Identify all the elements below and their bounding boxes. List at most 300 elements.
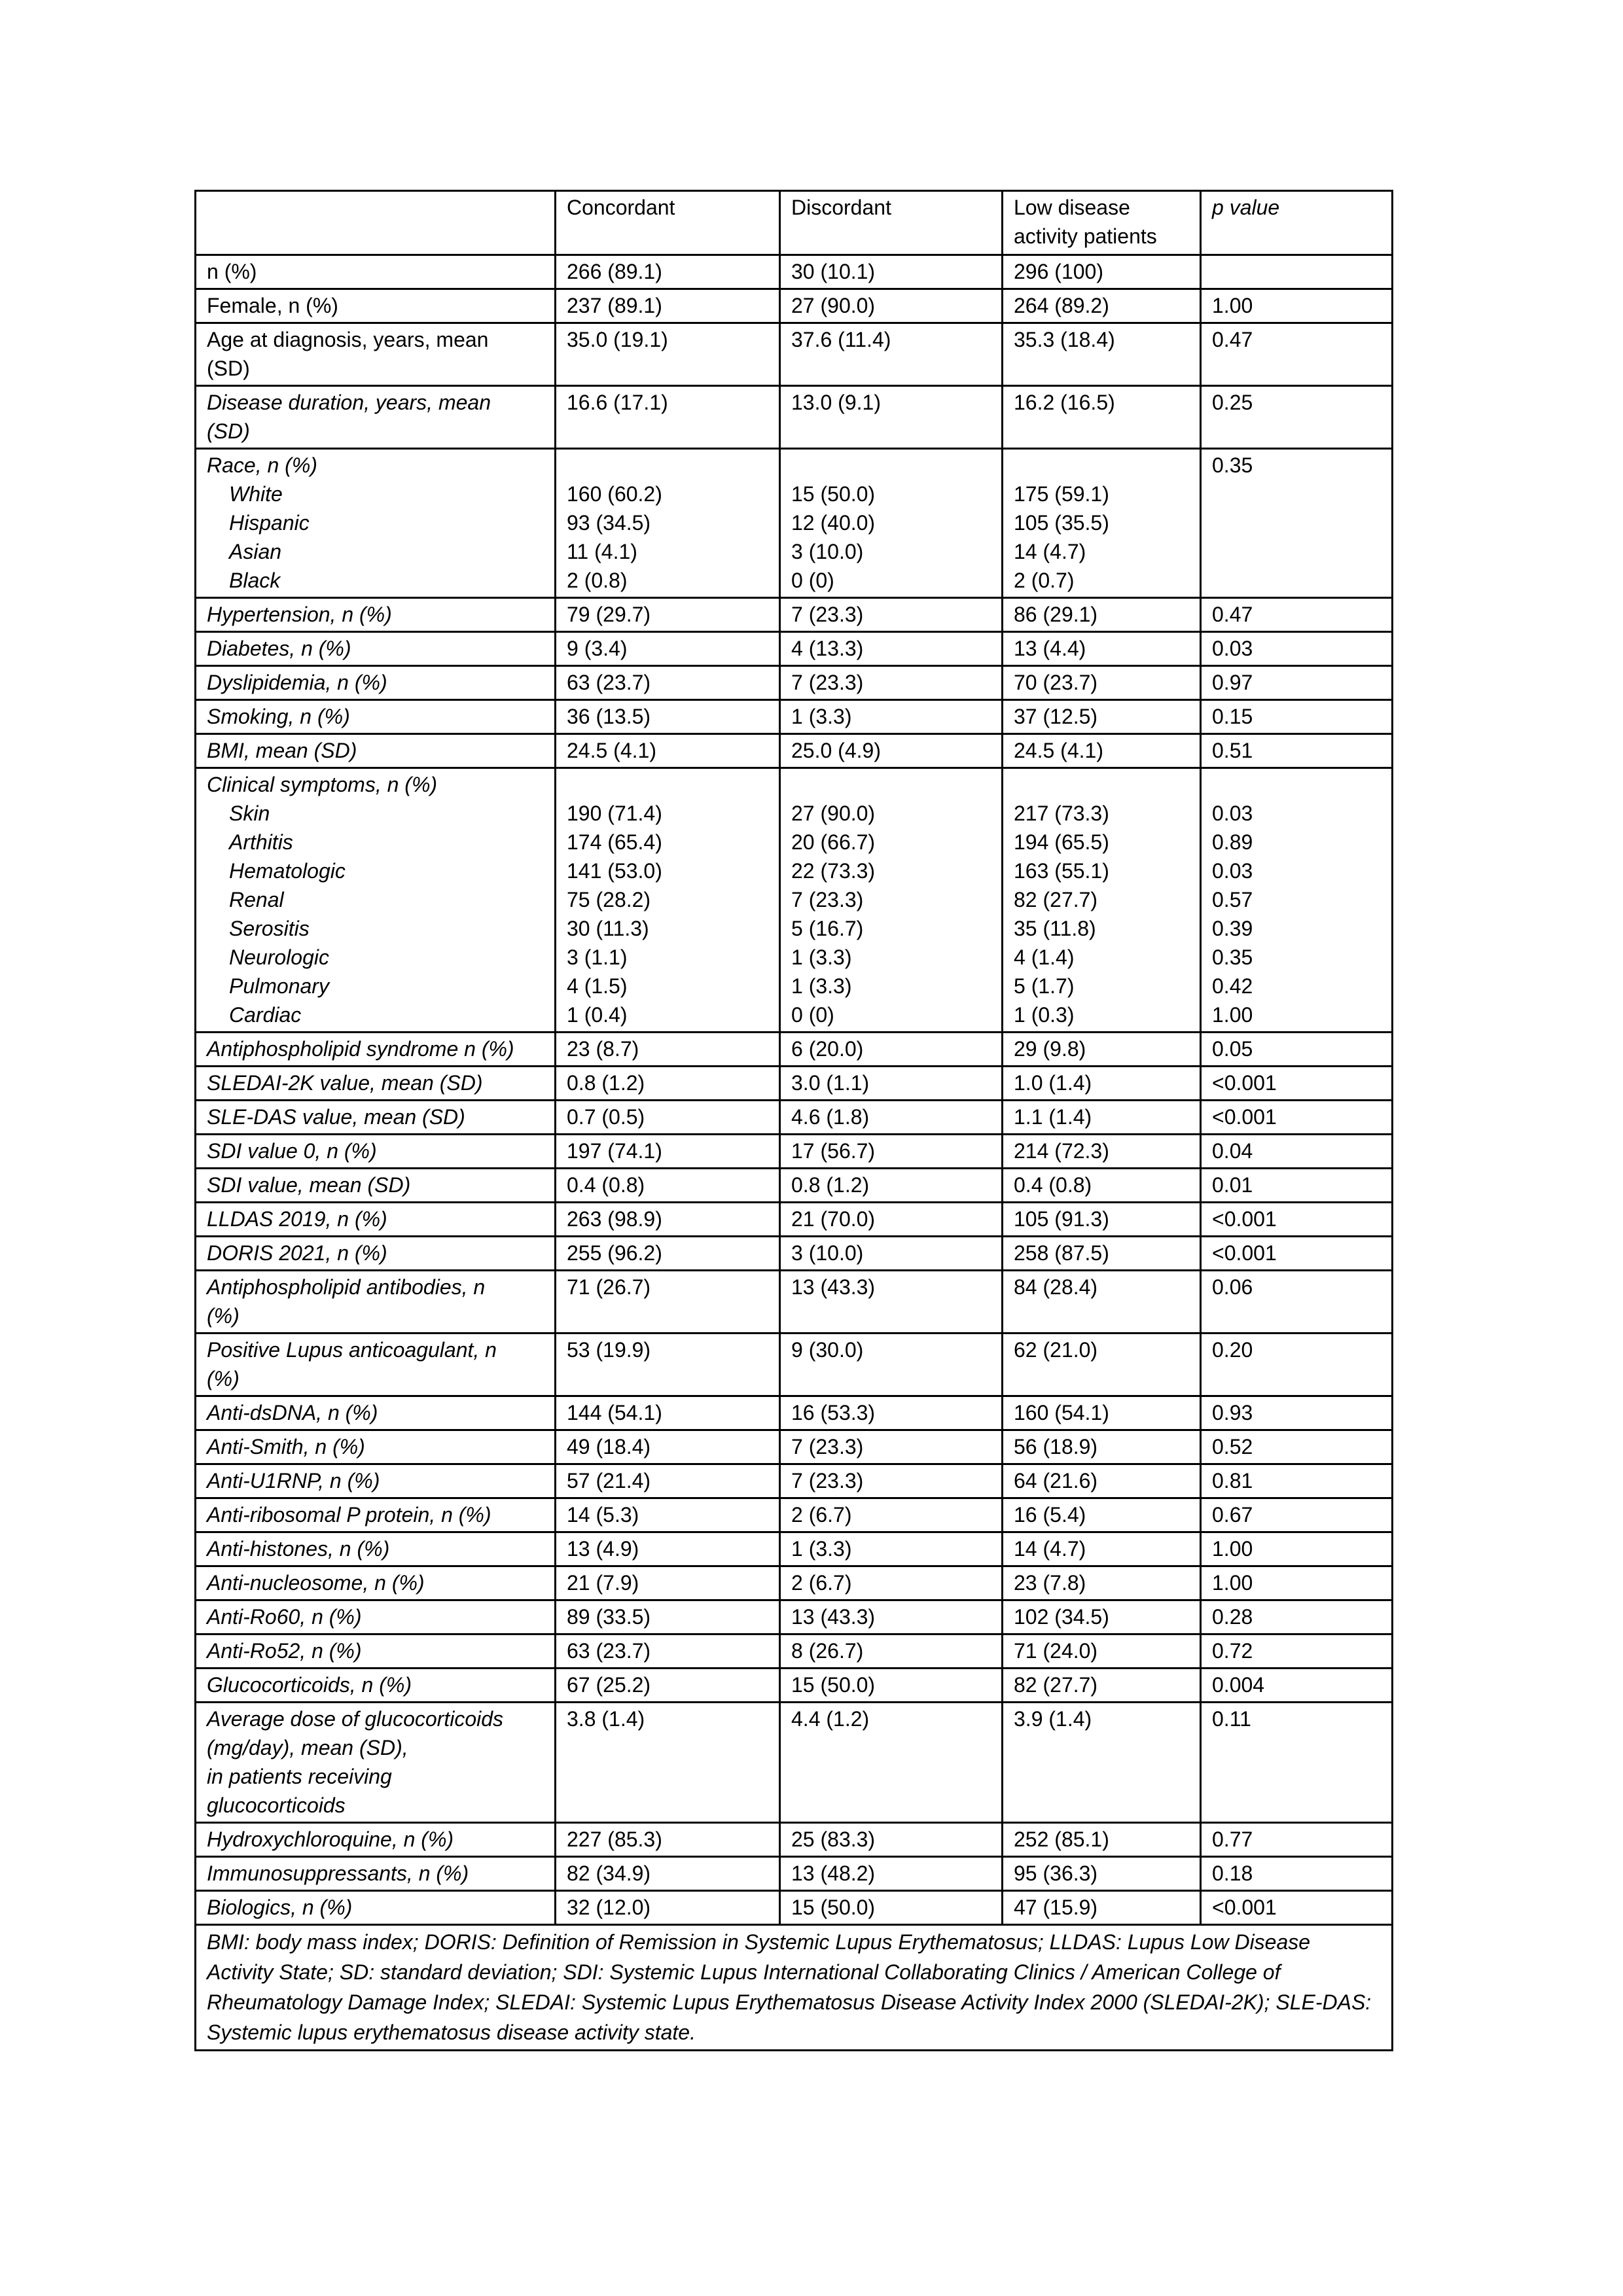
- cell-line: 252 (85.1): [1014, 1828, 1109, 1851]
- value-cell-concordant: [556, 1464, 780, 1498]
- cell-line: [1014, 451, 1189, 480]
- value-cell-p: [1201, 289, 1393, 323]
- value-cell-discordant: [780, 323, 1003, 386]
- value-cell-low-disease: [1003, 1333, 1201, 1396]
- value-cell-concordant: [556, 632, 780, 666]
- cell-line: 0.03: [1212, 802, 1253, 825]
- cell-line: 13.0 (9.1): [791, 391, 881, 414]
- table-row: [196, 1333, 1393, 1396]
- cell-line: 1 (3.3): [791, 974, 852, 998]
- cell-line: 14 (4.7): [1014, 1537, 1086, 1561]
- cell-line: Disease duration, years, mean: [207, 391, 491, 414]
- value-cell-p: [1201, 449, 1393, 598]
- cell-line: 3 (10.0): [791, 540, 864, 563]
- value-cell-p: [1201, 386, 1393, 449]
- cell-line: 4 (1.4): [1014, 945, 1075, 969]
- cell-line: 0.03: [1212, 637, 1253, 660]
- cell-line: 194 (65.5): [1014, 830, 1109, 854]
- value-cell-discordant: [780, 1823, 1003, 1857]
- cell-line: 63 (23.7): [567, 1639, 651, 1663]
- value-cell-discordant: [780, 289, 1003, 323]
- value-cell-low-disease: [1003, 386, 1201, 449]
- cell-line: 5 (1.7): [1014, 974, 1075, 998]
- table-footnote: BMI: body mass index; DORIS: Definition of Remission in Systemic Lupus Erythematosus; LLDAS: Lupus Low Disease Activity State; SD: standard deviation; SDI: Systemic Lupus International Collaborating Clinics / American College of Rheumatology Damage Index; SLEDAI: Systemic Lupus Erythematosus Disease Activity Index 2000 (SLEDAI-2K); SLE-DAS: Systemic lupus erythematosus disease activity state.: [196, 1925, 1393, 2051]
- cell-line: 0.03: [1212, 859, 1253, 883]
- cell-line: BMI, mean (SD): [207, 739, 357, 762]
- row-label-cell: [196, 734, 556, 768]
- value-cell-p: [1201, 598, 1393, 632]
- patient-characteristics-table: [194, 190, 1393, 2051]
- cell-line: glucocorticoids: [207, 1793, 346, 1817]
- cell-line: [791, 770, 991, 799]
- row-label-cell: [196, 666, 556, 700]
- value-cell-low-disease: [1003, 1498, 1201, 1532]
- value-cell-p: [1201, 1703, 1393, 1823]
- value-cell-concordant: [556, 768, 780, 1033]
- cell-line: 0.01: [1212, 1173, 1253, 1197]
- cell-line: 22 (73.3): [791, 859, 876, 883]
- cell-line: 8 (26.7): [791, 1639, 864, 1663]
- row-label-cell: [196, 1823, 556, 1857]
- cell-line: 4 (13.3): [791, 637, 864, 660]
- cell-line: 0.89: [1212, 830, 1253, 854]
- cell-line: SLE-DAS value, mean (SD): [207, 1105, 465, 1129]
- cell-line: 12 (40.0): [791, 511, 876, 535]
- cell-line: 1.00: [1212, 294, 1253, 317]
- cell-line: 1.00: [1212, 1537, 1253, 1561]
- cell-line: Neurologic: [229, 945, 329, 969]
- value-cell-discordant: [780, 449, 1003, 598]
- value-cell-discordant: [780, 1169, 1003, 1203]
- cell-line: 0.42: [1212, 974, 1253, 998]
- cell-line: 105 (35.5): [1014, 511, 1109, 535]
- cell-line: Clinical symptoms, n (%): [207, 773, 438, 796]
- cell-line: [1212, 508, 1381, 537]
- row-label-cell: [196, 255, 556, 289]
- cell-line: 27 (90.0): [791, 802, 876, 825]
- cell-line: 9 (3.4): [567, 637, 628, 660]
- value-cell-concordant: [556, 1703, 780, 1823]
- value-cell-concordant: [556, 1532, 780, 1566]
- value-cell-concordant: [556, 1857, 780, 1891]
- cell-line: Smoking, n (%): [207, 705, 350, 728]
- cell-line: 144 (54.1): [567, 1401, 662, 1424]
- cell-line: 13 (43.3): [791, 1275, 876, 1299]
- cell-line: 0.15: [1212, 705, 1253, 728]
- value-cell-low-disease: [1003, 1891, 1201, 1925]
- cell-line: 3.8 (1.4): [567, 1707, 645, 1731]
- value-cell-p: [1201, 734, 1393, 768]
- cell-line: (SD): [207, 419, 250, 443]
- value-cell-p: [1201, 323, 1393, 386]
- cell-line: [1212, 770, 1381, 799]
- cell-line: 13 (4.4): [1014, 637, 1086, 660]
- table-row: [196, 1498, 1393, 1532]
- row-label-cell: [196, 1703, 556, 1823]
- cell-line: 0.47: [1212, 328, 1253, 351]
- cell-line: 227 (85.3): [567, 1828, 662, 1851]
- cell-line: [1212, 537, 1381, 566]
- cell-line: 2 (6.7): [791, 1571, 852, 1595]
- cell-line: 25.0 (4.9): [791, 739, 881, 762]
- cell-line: 14 (5.3): [567, 1503, 639, 1527]
- table-row: [196, 1823, 1393, 1857]
- cell-line: White: [229, 482, 283, 506]
- row-label-cell: [196, 1203, 556, 1237]
- value-cell-discordant: [780, 1669, 1003, 1703]
- value-cell-concordant: [556, 1430, 780, 1464]
- table-row: [196, 768, 1393, 1033]
- cell-line: 0.05: [1212, 1037, 1253, 1061]
- row-label-cell: [196, 323, 556, 386]
- value-cell-concordant: [556, 1669, 780, 1703]
- cell-line: (mg/day), mean (SD),: [207, 1736, 408, 1759]
- cell-line: 71 (24.0): [1014, 1639, 1098, 1663]
- cell-line: Glucocorticoids, n (%): [207, 1673, 412, 1697]
- cell-line: 36 (13.5): [567, 705, 651, 728]
- table-row: [196, 1033, 1393, 1067]
- value-cell-low-disease: [1003, 1271, 1201, 1333]
- cell-line: 0.77: [1212, 1828, 1253, 1851]
- cell-line: 15 (50.0): [791, 1896, 876, 1919]
- value-cell-low-disease: [1003, 1634, 1201, 1669]
- cell-line: 16 (53.3): [791, 1401, 876, 1424]
- value-cell-discordant: [780, 1703, 1003, 1823]
- value-cell-concordant: [556, 1600, 780, 1634]
- cell-line: 1.00: [1212, 1571, 1253, 1595]
- cell-line: 82 (27.7): [1014, 1673, 1098, 1697]
- table-row: [196, 1891, 1393, 1925]
- value-cell-discordant: [780, 386, 1003, 449]
- value-cell-concordant: [556, 1891, 780, 1925]
- row-label-cell: [196, 1891, 556, 1925]
- cell-line: 0.35: [1212, 453, 1253, 477]
- header-concordant: [556, 191, 780, 255]
- cell-line: 0 (0): [791, 1003, 834, 1027]
- cell-line: Skin: [229, 802, 270, 825]
- cell-line: 35.3 (18.4): [1014, 328, 1115, 351]
- value-cell-discordant: [780, 1464, 1003, 1498]
- cell-line: <0.001: [1212, 1207, 1277, 1231]
- cell-line: 57 (21.4): [567, 1469, 651, 1492]
- cell-line: 255 (96.2): [567, 1241, 662, 1265]
- cell-line: 7 (23.3): [791, 888, 864, 911]
- value-cell-discordant: [780, 1566, 1003, 1600]
- cell-line: 93 (34.5): [567, 511, 651, 535]
- cell-line: 63 (23.7): [567, 671, 651, 694]
- cell-line: 56 (18.9): [1014, 1435, 1098, 1458]
- row-label-cell: [196, 768, 556, 1033]
- cell-line: 62 (21.0): [1014, 1338, 1098, 1362]
- cell-line: 32 (12.0): [567, 1896, 651, 1919]
- table-row: [196, 1634, 1393, 1669]
- cell-line: Antiphospholipid antibodies, n: [207, 1275, 486, 1299]
- cell-line: 0.8 (1.2): [567, 1071, 645, 1095]
- cell-line: 47 (15.9): [1014, 1896, 1098, 1919]
- cell-line: Serositis: [229, 917, 310, 940]
- table-row: [196, 1532, 1393, 1566]
- cell-line: 11 (4.1): [567, 540, 637, 563]
- cell-line: (SD): [207, 357, 250, 380]
- cell-line: 70 (23.7): [1014, 671, 1098, 694]
- cell-line: n (%): [207, 260, 257, 283]
- value-cell-low-disease: [1003, 255, 1201, 289]
- value-cell-concordant: [556, 1101, 780, 1135]
- cell-line: [567, 770, 768, 799]
- value-cell-low-disease: [1003, 1101, 1201, 1135]
- cell-line: 2 (0.7): [1014, 569, 1075, 592]
- cell-line: Anti-histones, n (%): [207, 1537, 390, 1561]
- cell-line: 197 (74.1): [567, 1139, 662, 1163]
- value-cell-discordant: [780, 1600, 1003, 1634]
- cell-line: 3 (10.0): [791, 1241, 864, 1265]
- table-row: [196, 1237, 1393, 1271]
- value-cell-low-disease: [1003, 768, 1201, 1033]
- cell-line: in patients receiving: [207, 1765, 392, 1788]
- value-cell-p: [1201, 632, 1393, 666]
- cell-line: 13 (48.2): [791, 1862, 876, 1885]
- cell-line: 95 (36.3): [1014, 1862, 1098, 1885]
- cell-line: 160 (54.1): [1014, 1401, 1109, 1424]
- value-cell-p: [1201, 1857, 1393, 1891]
- value-cell-p: [1201, 700, 1393, 734]
- table-row: [196, 449, 1393, 598]
- cell-line: 0.7 (0.5): [567, 1105, 645, 1129]
- cell-line: [1212, 566, 1381, 595]
- cell-line: 29 (9.8): [1014, 1037, 1086, 1061]
- cell-line: Age at diagnosis, years, mean: [207, 328, 489, 351]
- cell-line: 0.004: [1212, 1673, 1265, 1697]
- cell-line: Race, n (%): [207, 453, 317, 477]
- cell-line: 16 (5.4): [1014, 1503, 1086, 1527]
- cell-line: Hydroxychloroquine, n (%): [207, 1828, 454, 1851]
- cell-line: 7 (23.3): [791, 603, 864, 626]
- value-cell-concordant: [556, 666, 780, 700]
- value-cell-p: [1201, 666, 1393, 700]
- value-cell-p: [1201, 1033, 1393, 1067]
- cell-line: 7 (23.3): [791, 671, 864, 694]
- cell-line: 1.1 (1.4): [1014, 1105, 1092, 1129]
- cell-line: 23 (8.7): [567, 1037, 639, 1061]
- value-cell-discordant: [780, 666, 1003, 700]
- value-cell-p: [1201, 1067, 1393, 1101]
- cell-line: Anti-Smith, n (%): [207, 1435, 365, 1458]
- value-cell-discordant: [780, 1271, 1003, 1333]
- cell-line: <0.001: [1212, 1105, 1277, 1129]
- cell-line: Hispanic: [229, 511, 310, 535]
- cell-line: 15 (50.0): [791, 1673, 876, 1697]
- cell-line: 0.47: [1212, 603, 1253, 626]
- table-row: [196, 323, 1393, 386]
- value-cell-low-disease: [1003, 1033, 1201, 1067]
- value-cell-concordant: [556, 1169, 780, 1203]
- cell-line: 9 (30.0): [791, 1338, 864, 1362]
- table-row: [196, 386, 1393, 449]
- table-row: [196, 1566, 1393, 1600]
- row-label-cell: [196, 1135, 556, 1169]
- cell-line: Black: [229, 569, 281, 592]
- cell-line: 1 (0.3): [1014, 1003, 1075, 1027]
- cell-line: 1.0 (1.4): [1014, 1071, 1092, 1095]
- value-cell-p: [1201, 1271, 1393, 1333]
- cell-line: 2 (0.8): [567, 569, 628, 592]
- value-cell-low-disease: [1003, 1464, 1201, 1498]
- cell-line: Asian: [229, 540, 282, 563]
- cell-line: Anti-dsDNA, n (%): [207, 1401, 378, 1424]
- table-row: [196, 1600, 1393, 1634]
- table-row: [196, 1669, 1393, 1703]
- cell-line: SLEDAI-2K value, mean (SD): [207, 1071, 483, 1095]
- value-cell-discordant: [780, 1430, 1003, 1464]
- cell-line: 0.06: [1212, 1275, 1253, 1299]
- cell-line: 0.52: [1212, 1435, 1253, 1458]
- value-cell-low-disease: [1003, 1566, 1201, 1600]
- cell-line: 190 (71.4): [567, 802, 662, 825]
- cell-line: 163 (55.1): [1014, 859, 1109, 883]
- header-concordant-label: Concordant: [567, 196, 675, 219]
- cell-line: 84 (28.4): [1014, 1275, 1098, 1299]
- row-label-cell: [196, 1498, 556, 1532]
- row-label-cell: [196, 1669, 556, 1703]
- header-discordant-label: Discordant: [791, 196, 891, 219]
- row-label-cell: [196, 1566, 556, 1600]
- cell-line: 263 (98.9): [567, 1207, 662, 1231]
- header-row: [196, 191, 1393, 255]
- row-label-cell: [196, 1634, 556, 1669]
- value-cell-low-disease: [1003, 598, 1201, 632]
- cell-line: 53 (19.9): [567, 1338, 651, 1362]
- value-cell-low-disease: [1003, 1430, 1201, 1464]
- cell-line: 13 (4.9): [567, 1537, 639, 1561]
- cell-line: 0.57: [1212, 888, 1253, 911]
- cell-line: 141 (53.0): [567, 859, 662, 883]
- cell-line: SDI value 0, n (%): [207, 1139, 377, 1163]
- cell-line: 23 (7.8): [1014, 1571, 1086, 1595]
- value-cell-p: [1201, 1430, 1393, 1464]
- cell-line: <0.001: [1212, 1071, 1277, 1095]
- cell-line: 67 (25.2): [567, 1673, 651, 1697]
- value-cell-p: [1201, 1135, 1393, 1169]
- cell-line: [567, 451, 768, 480]
- cell-line: <0.001: [1212, 1241, 1277, 1265]
- header-discordant: [780, 191, 1003, 255]
- value-cell-discordant: [780, 1634, 1003, 1669]
- cell-line: 5 (16.7): [791, 917, 864, 940]
- cell-line: 64 (21.6): [1014, 1469, 1098, 1492]
- value-cell-low-disease: [1003, 700, 1201, 734]
- cell-line: (%): [207, 1304, 240, 1328]
- cell-line: 0.67: [1212, 1503, 1253, 1527]
- value-cell-concordant: [556, 1396, 780, 1430]
- cell-line: 2 (6.7): [791, 1503, 852, 1527]
- cell-line: 82 (27.7): [1014, 888, 1098, 911]
- cell-line: Anti-Ro60, n (%): [207, 1605, 362, 1629]
- value-cell-p: [1201, 1600, 1393, 1634]
- cell-line: (%): [207, 1367, 240, 1390]
- cell-line: 175 (59.1): [1014, 482, 1109, 506]
- cell-line: 6 (20.0): [791, 1037, 864, 1061]
- value-cell-low-disease: [1003, 1203, 1201, 1237]
- cell-line: 0.4 (0.8): [567, 1173, 645, 1197]
- table-row: [196, 1703, 1393, 1823]
- header-low-disease: [1003, 191, 1201, 255]
- cell-line: 214 (72.3): [1014, 1139, 1109, 1163]
- value-cell-low-disease: [1003, 632, 1201, 666]
- row-label-cell: [196, 386, 556, 449]
- cell-line: [1212, 257, 1381, 286]
- table-row: [196, 1271, 1393, 1333]
- cell-line: 37 (12.5): [1014, 705, 1098, 728]
- cell-line: 0 (0): [791, 569, 834, 592]
- value-cell-discordant: [780, 1237, 1003, 1271]
- row-label-cell: [196, 1169, 556, 1203]
- cell-line: 264 (89.2): [1014, 294, 1109, 317]
- value-cell-discordant: [780, 1135, 1003, 1169]
- row-label-cell: [196, 1101, 556, 1135]
- cell-line: 258 (87.5): [1014, 1241, 1109, 1265]
- table-body: [196, 255, 1393, 1925]
- cell-line: 0.35: [1212, 945, 1253, 969]
- cell-line: Hematologic: [229, 859, 346, 883]
- row-label-cell: [196, 1430, 556, 1464]
- cell-line: 174 (65.4): [567, 830, 662, 854]
- value-cell-concordant: [556, 734, 780, 768]
- cell-line: Renal: [229, 888, 284, 911]
- cell-line: 0.25: [1212, 391, 1253, 414]
- value-cell-discordant: [780, 1498, 1003, 1532]
- cell-line: 102 (34.5): [1014, 1605, 1109, 1629]
- value-cell-discordant: [780, 1033, 1003, 1067]
- value-cell-p: [1201, 1669, 1393, 1703]
- row-label-cell: [196, 632, 556, 666]
- value-cell-p: [1201, 1169, 1393, 1203]
- table-row: [196, 255, 1393, 289]
- value-cell-discordant: [780, 1857, 1003, 1891]
- cell-line: 15 (50.0): [791, 482, 876, 506]
- value-cell-concordant: [556, 1033, 780, 1067]
- value-cell-low-disease: [1003, 1135, 1201, 1169]
- table-row: [196, 1396, 1393, 1430]
- cell-line: <0.001: [1212, 1896, 1277, 1919]
- value-cell-p: [1201, 1101, 1393, 1135]
- cell-line: 3.0 (1.1): [791, 1071, 870, 1095]
- cell-line: Dyslipidemia, n (%): [207, 671, 387, 694]
- value-cell-discordant: [780, 255, 1003, 289]
- value-cell-concordant: [556, 289, 780, 323]
- cell-line: 14 (4.7): [1014, 540, 1086, 563]
- cell-line: 0.4 (0.8): [1014, 1173, 1092, 1197]
- row-label-cell: [196, 1067, 556, 1101]
- cell-line: 24.5 (4.1): [1014, 739, 1103, 762]
- value-cell-discordant: [780, 1891, 1003, 1925]
- value-cell-discordant: [780, 1101, 1003, 1135]
- value-cell-concordant: [556, 323, 780, 386]
- cell-line: [791, 451, 991, 480]
- cell-line: 0.04: [1212, 1139, 1253, 1163]
- value-cell-p: [1201, 1532, 1393, 1566]
- cell-line: 4 (1.5): [567, 974, 628, 998]
- value-cell-discordant: [780, 598, 1003, 632]
- cell-line: 296 (100): [1014, 260, 1103, 283]
- value-cell-p: [1201, 1566, 1393, 1600]
- cell-line: 89 (33.5): [567, 1605, 651, 1629]
- cell-line: Average dose of glucocorticoids: [207, 1707, 504, 1731]
- value-cell-discordant: [780, 1532, 1003, 1566]
- value-cell-p: [1201, 1396, 1393, 1430]
- cell-line: 0.8 (1.2): [791, 1173, 870, 1197]
- value-cell-low-disease: [1003, 1823, 1201, 1857]
- value-cell-p: [1201, 768, 1393, 1033]
